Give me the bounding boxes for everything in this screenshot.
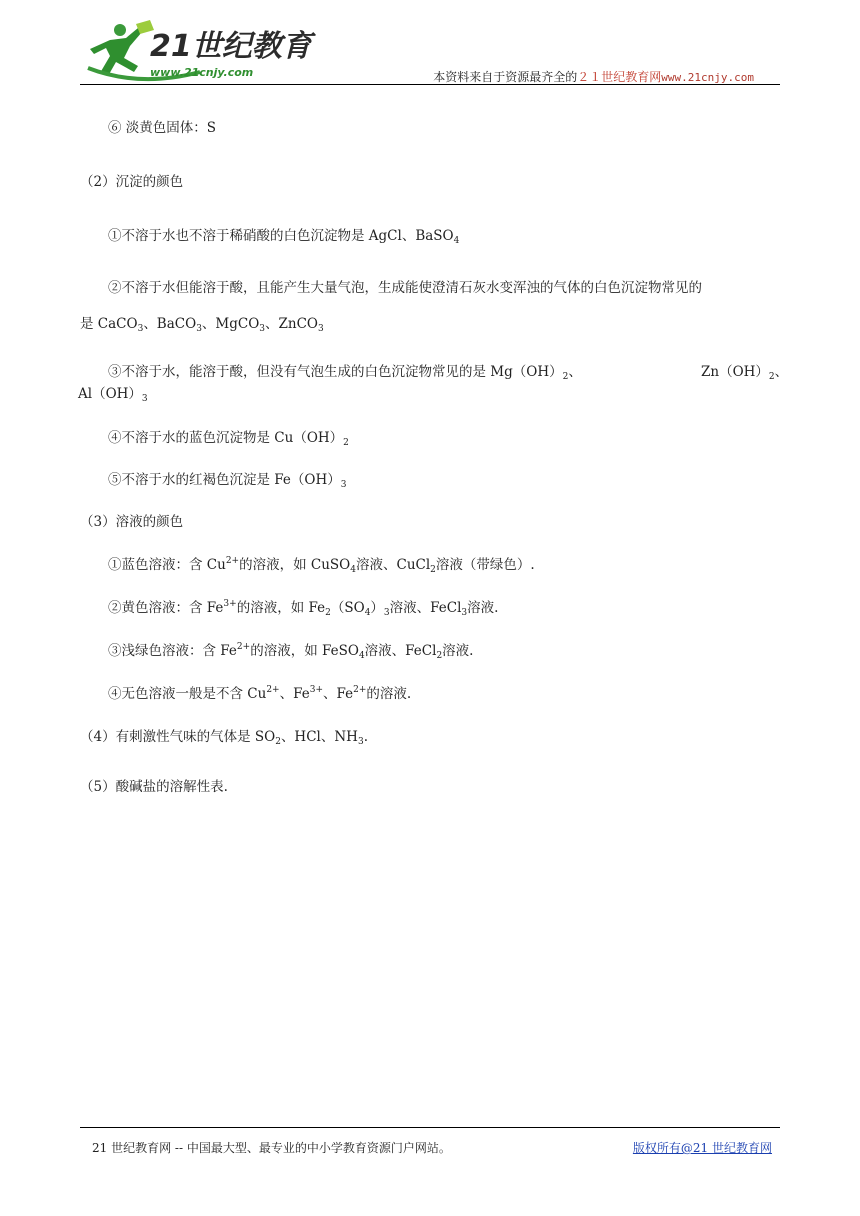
header-brand: ２１世纪教育网: [577, 70, 662, 84]
page-header: [80, 18, 780, 88]
header-divider: [80, 84, 780, 85]
text-line: ③不溶于水，能溶于酸，但没有气泡生成的白色沉淀物常见的是 $Mg(OH)_2$、: [108, 364, 582, 382]
header-tagline: [433, 68, 754, 85]
copyright-link[interactable]: 版权所有@21 世纪教育网: [632, 1141, 772, 1155]
text-line: ②不溶于水但能溶于酸，且能产生大量气泡，生成能使澄清石灰水变浑浊的气体的白色沉淀物常见的: [108, 280, 702, 296]
footer-tagline: 21 世纪教育网 -- 中国最大型、最专业的中小学教育资源门户网站。: [92, 1141, 451, 1155]
text-line: 是 CaCO$_3$、BaCO$_3$、MgCO$_3$、ZnCO$_3$: [80, 316, 324, 334]
logo-graphic: [80, 18, 312, 84]
text-line: ⑥ 淡黄色固体：S: [108, 120, 217, 136]
text-line: $Zn(OH)_2$、: [701, 364, 789, 382]
text-line: ②黄色溶液：含 $Fe^{3+}$的溶液，如 $Fe_2(SO_4)_3$溶液、FeCl$_3$溶液.: [108, 599, 499, 618]
section-heading: （3）溶液的颜色: [80, 514, 184, 530]
section-heading: （4）有刺激性气味的气体是 $SO_2$、HCl、$NH_3$.: [80, 729, 368, 747]
footer-divider: [80, 1127, 780, 1128]
section-heading: （5）酸碱盐的溶解性表.: [80, 779, 228, 795]
text-line: $Al(OH)_3$: [78, 386, 148, 404]
text-line: ④不溶于水的蓝色沉淀物是 $Cu(OH)_2$: [108, 430, 349, 448]
text-line: ①不溶于水也不溶于稀硝酸的白色沉淀物是 AgCl、BaSO$_4$: [108, 228, 460, 246]
text-line: ③浅绿色溶液：含 $Fe^{2+}$的溶液，如 FeSO$_4$溶液、FeCl$_2$溶液.: [108, 642, 474, 661]
svg-text:21世纪教育: 21世纪教育: [150, 29, 312, 64]
site-logo[interactable]: [80, 18, 312, 84]
svg-text:www.21cnjy.com: www.21cnjy.com: [150, 66, 254, 79]
header-tagline-text: 本资料来自于资源最齐全的: [433, 70, 578, 84]
text-line: ⑤不溶于水的红褐色沉淀是 $Fe(OH)_3$: [108, 472, 347, 490]
section-heading: （2）沉淀的颜色: [80, 174, 184, 190]
header-url-link[interactable]: www.21cnjy.com: [661, 71, 754, 84]
text-line: ④无色溶液一般是不含 $Cu^{2+}$、$Fe^{3+}$、$Fe^{2+}$的溶液.: [108, 685, 412, 702]
text-line: ①蓝色溶液：含 $Cu^{2+}$的溶液，如 CuSO$_4$溶液、CuCl$_2$溶液（带绿色）.: [108, 556, 535, 575]
